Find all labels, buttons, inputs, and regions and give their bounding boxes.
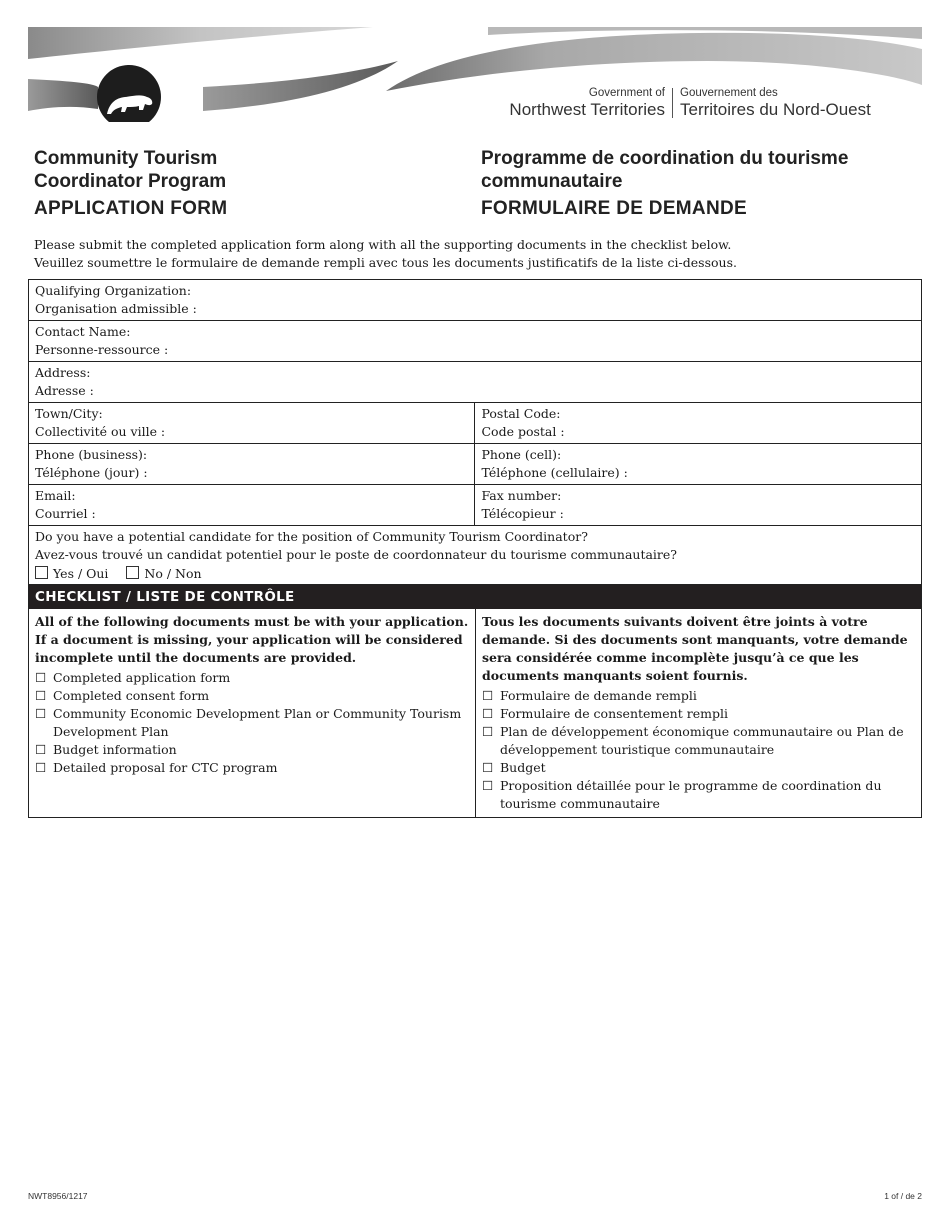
yes-label: Yes / Oui bbox=[53, 566, 109, 581]
form-title-fr: FORMULAIRE DE DEMANDE bbox=[481, 198, 747, 219]
label-email-en: Email: bbox=[35, 488, 76, 503]
label-candidate-fr: Avez-vous trouvé un candidat potentiel pour le poste de coordonnateur du tourisme communautaire? bbox=[35, 547, 677, 562]
checkbox-icon[interactable]: ☐ bbox=[482, 688, 494, 703]
checklist-en-item-label: Community Economic Development Plan or Community Tourism Development Plan bbox=[53, 706, 462, 739]
label-fax-fr: Télécopieur : bbox=[481, 506, 564, 521]
application-form-table bbox=[28, 279, 922, 586]
field-potential-candidate bbox=[29, 526, 922, 586]
checklist-fr-item-label: Budget bbox=[500, 760, 546, 775]
label-phone-cell-fr: Téléphone (cellulaire) : bbox=[481, 465, 628, 480]
checklist-french bbox=[475, 609, 921, 817]
title-english bbox=[34, 147, 227, 220]
checkbox-icon[interactable]: ☐ bbox=[35, 688, 47, 703]
label-org-en: Qualifying Organization: bbox=[35, 283, 192, 298]
checklist-en-lead: All of the following documents must be with your application. If a document is missing, your application will be considered incomplete until the documents are provided. bbox=[35, 614, 469, 665]
label-org-fr: Organisation admissible : bbox=[35, 301, 197, 316]
gov-en-big-text: Northwest Territories bbox=[509, 100, 665, 119]
no-label: No / Non bbox=[144, 566, 202, 581]
title-en-line2: Coordinator Program bbox=[34, 171, 227, 192]
label-contact-fr: Personne-ressource : bbox=[35, 342, 169, 357]
form-title-en: APPLICATION FORM bbox=[34, 198, 228, 219]
label-phone-bus-en: Phone (business): bbox=[35, 447, 148, 462]
field-fax[interactable] bbox=[475, 485, 922, 526]
checkbox-icon[interactable]: ☐ bbox=[482, 724, 494, 739]
field-postal-code[interactable] bbox=[475, 403, 922, 444]
checklist-en-item-label: Budget information bbox=[53, 742, 177, 757]
title-fr-line2: communautaire bbox=[481, 171, 623, 192]
checklist-fr-item[interactable] bbox=[482, 759, 915, 777]
title-french bbox=[481, 147, 848, 220]
gov-en-small-text: Government of bbox=[588, 87, 665, 99]
form-number: NWT8956/1217 bbox=[28, 1191, 88, 1201]
checklist-en-item-label: Completed consent form bbox=[53, 688, 210, 703]
field-town-city[interactable] bbox=[29, 403, 475, 444]
field-address[interactable] bbox=[29, 362, 922, 403]
candidate-yes-option[interactable] bbox=[35, 566, 108, 581]
checklist-en-item-label: Detailed proposal for CTC program bbox=[53, 760, 278, 775]
checklist-fr-item[interactable] bbox=[482, 687, 915, 705]
yes-checkbox[interactable] bbox=[35, 566, 48, 579]
checklist-section bbox=[28, 584, 922, 818]
checklist-fr-item-label: Proposition détaillée pour le programme de coordination du tourisme communautaire bbox=[500, 778, 882, 811]
checklist-en-item[interactable] bbox=[35, 669, 469, 687]
checkbox-icon[interactable]: ☐ bbox=[482, 760, 494, 775]
label-town-fr: Collectivité ou ville : bbox=[35, 424, 166, 439]
label-phone-cell-en: Phone (cell): bbox=[481, 447, 562, 462]
checkbox-icon[interactable]: ☐ bbox=[35, 760, 47, 775]
checkbox-icon[interactable]: ☐ bbox=[482, 778, 494, 793]
label-address-fr: Adresse : bbox=[35, 383, 94, 398]
label-postal-en: Postal Code: bbox=[481, 406, 561, 421]
checklist-fr-lead: Tous les documents suivants doivent être joints à votre demande. Si des documents sont manquants, votre demande sera considérée comme incomplète jusqu’à ce que les documents manquants soient fournis. bbox=[482, 614, 908, 683]
label-town-en: Town/City: bbox=[35, 406, 103, 421]
checklist-fr-item-label: Formulaire de demande rempli bbox=[500, 688, 697, 703]
checklist-en-item[interactable] bbox=[35, 705, 469, 741]
label-address-en: Address: bbox=[35, 365, 91, 380]
checkbox-icon[interactable]: ☐ bbox=[35, 706, 47, 721]
candidate-no-option[interactable] bbox=[126, 566, 201, 581]
checklist-fr-item[interactable] bbox=[482, 705, 915, 723]
checklist-en-item-label: Completed application form bbox=[53, 670, 231, 685]
checkbox-icon[interactable]: ☐ bbox=[482, 706, 494, 721]
field-qualifying-organization[interactable] bbox=[29, 280, 922, 321]
checklist-heading: CHECKLIST / LISTE DE CONTRÔLE bbox=[29, 585, 921, 609]
field-email[interactable] bbox=[29, 485, 475, 526]
intro-en: Please submit the completed application form along with all the supporting documents in the checklist below. bbox=[34, 237, 732, 252]
checklist-fr-item[interactable] bbox=[482, 777, 915, 813]
gov-name-french bbox=[680, 86, 871, 120]
title-fr-line1: Programme de coordination du tourisme bbox=[481, 148, 849, 169]
checklist-en-item[interactable] bbox=[35, 687, 469, 705]
page-number: 1 of / de 2 bbox=[884, 1191, 922, 1201]
checklist-english bbox=[29, 609, 475, 817]
checkbox-icon[interactable]: ☐ bbox=[35, 742, 47, 757]
label-contact-en: Contact Name: bbox=[35, 324, 131, 339]
label-postal-fr: Code postal : bbox=[481, 424, 565, 439]
checkbox-icon[interactable]: ☐ bbox=[35, 670, 47, 685]
intro-text bbox=[34, 236, 737, 272]
gov-fr-big-text: Territoires du Nord-Ouest bbox=[680, 100, 871, 119]
gov-fr-small-text: Gouvernement des bbox=[680, 87, 778, 99]
checklist-fr-item-label: Formulaire de consentement rempli bbox=[500, 706, 728, 721]
no-checkbox[interactable] bbox=[126, 566, 139, 579]
title-en-line1: Community Tourism bbox=[34, 148, 218, 169]
field-phone-business[interactable] bbox=[29, 444, 475, 485]
label-phone-bus-fr: Téléphone (jour) : bbox=[35, 465, 148, 480]
label-fax-en: Fax number: bbox=[481, 488, 562, 503]
checklist-en-item[interactable] bbox=[35, 759, 469, 777]
gov-name-english bbox=[509, 86, 665, 120]
checklist-en-item[interactable] bbox=[35, 741, 469, 759]
field-phone-cell[interactable] bbox=[475, 444, 922, 485]
label-email-fr: Courriel : bbox=[35, 506, 96, 521]
checklist-fr-item-label: Plan de développement économique communautaire ou Plan de développement touristique communautaire bbox=[500, 724, 904, 757]
nwt-polar-bear-logo bbox=[95, 64, 163, 122]
intro-fr: Veuillez soumettre le formulaire de demande rempli avec tous les documents justificatifs de la liste ci-dessous. bbox=[34, 255, 737, 270]
checklist-fr-item[interactable] bbox=[482, 723, 915, 759]
label-candidate-en: Do you have a potential candidate for the position of Community Tourism Coordinator? bbox=[35, 529, 588, 544]
gov-name-divider bbox=[672, 88, 673, 118]
field-contact-name[interactable] bbox=[29, 321, 922, 362]
